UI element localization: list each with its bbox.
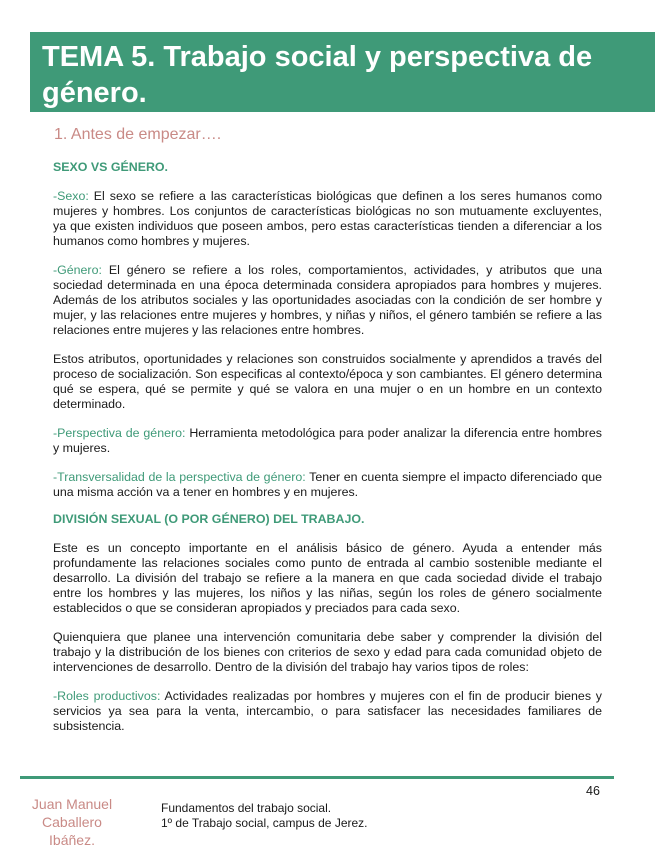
page-title: TEMA 5. Trabajo social y perspectiva de género. xyxy=(42,41,593,109)
term-perspectiva: -Perspectiva de género: xyxy=(53,426,186,440)
document-body xyxy=(53,160,602,748)
term-roles-productivos: -Roles productivos: xyxy=(53,689,161,703)
course-line: Fundamentos del trabajo social. xyxy=(161,801,332,815)
paragraph-text: Quienquiera que planee una intervención comunitaria debe saber y comprender la división del trabajo y la distribución de los bienes con criterios de sexo y edad para cada comunidad objeto de intervenciones de desarrollo. Dentro de la división del trabajo hay varios tipos de roles: xyxy=(53,630,602,674)
paragraph-sexo xyxy=(53,189,602,249)
footer-divider xyxy=(20,776,614,779)
page-number: 46 xyxy=(586,784,600,798)
paragraph-intervencion xyxy=(53,630,602,675)
section-heading: 1. Antes de empezar…. xyxy=(54,126,222,143)
paragraph-text: El sexo se refiere a las características biológicas que definen a los seres humanos como mujeres y hombres. Los conjuntos de características biológicas no son mutuamente excluyentes, ya que existen individuos que poseen ambos, pero estas características tienden a diferenciar a los humanos como hombres y mujeres. xyxy=(53,189,602,248)
author-line: Ibáñez. xyxy=(49,832,95,848)
paragraph-text: Este es un concepto importante en el análisis básico de género. Ayuda a entender más profundamente las relaciones sociales como punto de entrada al cambio sostenible mediante el desarrollo. La división del trabajo se refiere a la manera en que cada sociedad divide el trabajo entre los hombres y las mujeres, los niños y las niñas, según los roles de género socialmente establecidos o que se consideran apropiados y preciados para cada sexo. xyxy=(53,541,602,615)
author-name xyxy=(22,795,122,849)
author-line: Caballero xyxy=(42,814,102,830)
term-sexo: -Sexo: xyxy=(53,189,89,203)
paragraph-genero xyxy=(53,263,602,338)
paragraph-text: Tener en cuenta siempre el impacto diferenciado que una misma acción va a tener en hombres y en mujeres. xyxy=(53,470,602,499)
course-line: 1º de Trabajo social, campus de Jerez. xyxy=(161,816,368,830)
paragraph-text: Actividades realizadas por hombres y mujeres con el fin de producir bienes y servicios ya sea para la venta, intercambio, o para satisfacer las necesidades familiares de subsistencia. xyxy=(53,689,602,733)
term-genero: -Género: xyxy=(53,263,102,277)
course-info xyxy=(161,801,368,831)
term-transversalidad: -Transversalidad de la perspectiva de género: xyxy=(53,470,306,484)
paragraph-atributos xyxy=(53,352,602,412)
subhead-division-sexual: DIVISIÓN SEXUAL (O POR GÉNERO) DEL TRABAJO. xyxy=(53,512,365,526)
subhead-sexo-vs-genero: SEXO VS GÉNERO. xyxy=(53,160,168,174)
paragraph-perspectiva xyxy=(53,426,602,456)
title-banner xyxy=(30,32,655,112)
paragraph-concepto xyxy=(53,541,602,616)
paragraph-roles-productivos xyxy=(53,689,602,734)
paragraph-text: El género se refiere a los roles, comportamientos, actividades, y atributos que una sociedad determinada en una época determinada considera apropiados para hombres y mujeres. Además de los atributos sociales y las oportunidades asociadas con la condición de ser hombre y mujer, y las relaciones entre mujeres y hombres, y niñas y niños, el género también se refiere a las relaciones entre mujeres y las relaciones entre hombres. xyxy=(53,263,602,337)
author-line: Juan Manuel xyxy=(31,796,113,812)
paragraph-transversalidad xyxy=(53,470,602,500)
paragraph-text: Estos atributos, oportunidades y relaciones son construidos socialmente y aprendidos a través del proceso de socialización. Son especificas al contexto/época y son cambiantes. El género determina qué se espera, qué se permite y qué se valora en una mujer o en un hombre en un contexto determinado. xyxy=(53,352,602,411)
paragraph-text: Herramienta metodológica para poder analizar la diferencia entre hombres y mujeres. xyxy=(53,426,602,455)
